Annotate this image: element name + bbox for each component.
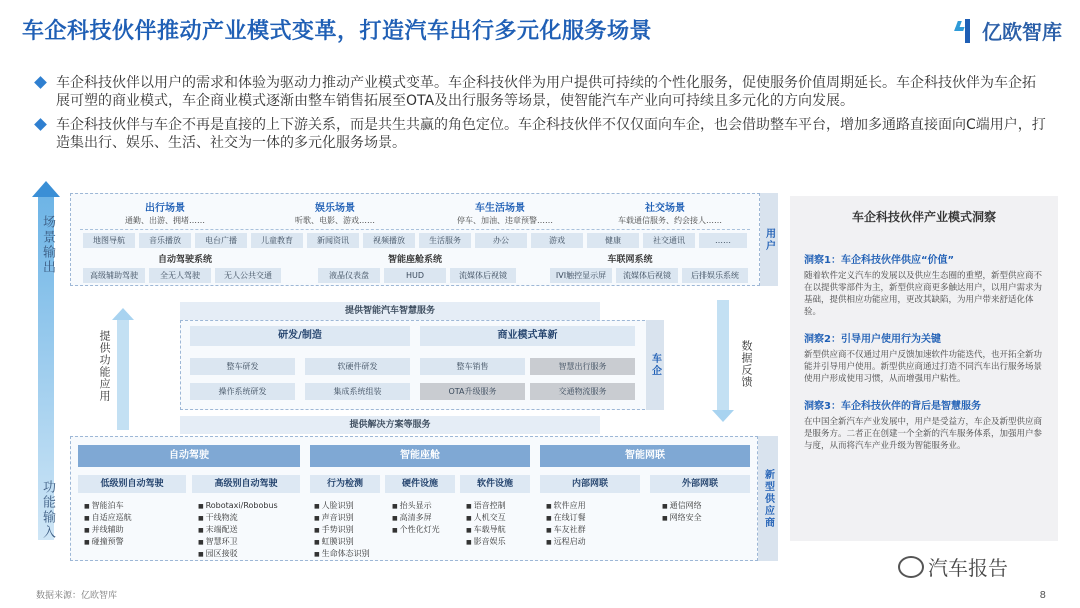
group-iov: 智能网联 [540, 445, 750, 467]
list-item: ■ 碰撞预警 [84, 536, 184, 548]
col-header: 低级别自动驾驶 [78, 475, 186, 493]
bullet-item [36, 116, 1046, 152]
col-header: 硬件设施 [385, 475, 455, 493]
bullet-item [36, 74, 1046, 110]
list-item: ■ 智慧环卫 [198, 536, 304, 548]
system-chip: 液晶仪表盘 [318, 268, 380, 283]
car-item: 智慧出行服务 [530, 358, 635, 375]
list-item: ■ 生命体态识别 [314, 548, 386, 560]
service-chip: 儿童教育 [251, 233, 303, 248]
service-chip: 健康 [587, 233, 639, 248]
system-chip: IVI触控显示屏 [550, 268, 612, 283]
insight-title: 车企科技伙伴产业模式洞察 [851, 210, 996, 224]
insight-text: 在中国全新汽车产业发展中，用户是受益方，车企及新型供应商是服务方。二者正在创建一个全新的汽车服务体系，加强用户参与度，从而将汽车产业升级为智能服务业。 [804, 417, 1043, 451]
system-chip: HUD [384, 268, 446, 283]
list-item: ■ 自适应巡航 [84, 512, 184, 524]
insight-heading: 洞察1：车企科技伙伴供应“价值” [804, 255, 955, 266]
brand-logo [956, 16, 1062, 45]
service-chip: 视频播放 [363, 233, 415, 248]
logo-text: 亿欧智库 [982, 20, 1062, 44]
car-item: 软硬件研发 [305, 358, 410, 375]
wechat-watermark [898, 552, 1008, 581]
user-tab: 用户 [760, 193, 778, 286]
insight-text: 新型供应商不仅通过用户反馈加速软件功能迭代，也开拓全新功能并引导用户使用。新型供应商通过打造不同汽车出行服务场景使用户形成使用习惯，从而增强用户粘性。 [804, 350, 1043, 384]
supplier-tab: 新型供应商 [758, 436, 778, 561]
smart-service-banner: 提供智能汽车智慧服务 [180, 302, 600, 320]
service-chip: 电台广播 [195, 233, 247, 248]
scene-desc: 听歌、电影、游戏…… [295, 216, 375, 225]
service-chip: …… [699, 233, 747, 248]
group-cockpit: 智能座舱 [310, 445, 530, 467]
list-item: ■ 语音控制 [466, 500, 534, 512]
bullet-text: 车企科技伙伴以用户的需求和体验为驱动力推动产业模式变革。车企科技伙伴为用户提供可持续的个性化服务，促使服务价值周期延长。车企科技伙伴为车企拓展可塑的商业模式，车企商业模式逐渐由整车销售拓展至OTA及出行服务等场景，使智能汽车产业向可持续且多元化的方向发展。 [56, 75, 1036, 109]
list-item: ■ Robotaxi/Robobus [198, 500, 304, 512]
list-item: ■ 通信网络 [662, 500, 752, 512]
car-item: 整车研发 [190, 358, 295, 375]
insight-heading: 洞察2：引导用户使用行为关键 [804, 334, 941, 345]
col-header: 高级别自动驾驶 [192, 475, 300, 493]
service-chip: 办公 [475, 233, 527, 248]
system-chip: 流媒体后视镜 [450, 268, 516, 283]
list-item: ■ 车载导航 [466, 524, 534, 536]
system-autodrive: 自动驾驶系统 [157, 255, 212, 265]
list-item: ■ 影音娱乐 [466, 536, 534, 548]
wechat-icon [898, 556, 924, 578]
list-item: ■ 园区接驳 [198, 548, 304, 560]
page-number: 8 [1039, 590, 1046, 601]
car-item: OTA升级服务 [420, 383, 525, 400]
car-item: 交通物流服务 [530, 383, 635, 400]
bullet-text: 车企科技伙伴与车企不再是直接的上下游关系，而是共生共赢的角色定位。车企科技伙伴不仅仅面向车企，也会借助整车平台，增加多通路直接面向C端用户，打造集出行、娱乐、生活、社交为一体的多元化服务场景。 [56, 117, 1046, 151]
data-source: 数据来源：亿欧智库 [36, 591, 118, 601]
service-chip: 游戏 [531, 233, 583, 248]
system-chip: 高级辅助驾驶 [83, 268, 145, 283]
scene-desc: 通勤、出游、拥堵…… [125, 216, 205, 225]
list-item: ■ 软件应用 [546, 500, 636, 512]
business-model-header: 商业模式革新 [420, 326, 635, 346]
service-chip: 音乐播放 [139, 233, 191, 248]
rd-manufacture-header: 研发/制造 [190, 326, 410, 346]
logo-icon [956, 19, 978, 43]
car-item: 集成系统组装 [305, 383, 410, 400]
list-item: ■ 并线辅助 [84, 524, 184, 536]
scene-travel: 出行场景 [145, 203, 185, 214]
list-item: ■ 网络安全 [662, 512, 752, 524]
scene-social: 社交场景 [645, 203, 685, 214]
wechat-text: 汽车报告 [928, 556, 1008, 580]
scene-entertainment: 娱乐场景 [315, 203, 355, 214]
insight-heading: 洞察3：车企科技伙伴的背后是智慧服务 [804, 401, 981, 412]
scene-car-life: 车生活场景 [475, 203, 525, 214]
page-title: 车企科技伙伴推动产业模式变革，打造汽车出行多元化服务场景 [22, 19, 653, 44]
car-tab: 车企 [646, 320, 664, 410]
item-list [392, 500, 460, 536]
function-app-label: 提供功能应用 [98, 330, 111, 402]
list-item: ■ 手势识别 [314, 524, 386, 536]
list-item: ■ 声音识别 [314, 512, 386, 524]
system-chip: 后排娱乐系统 [682, 268, 748, 283]
col-header: 软件设施 [460, 475, 530, 493]
service-chip: 生活服务 [419, 233, 471, 248]
item-list [198, 500, 304, 560]
divider [80, 229, 750, 230]
system-chip: 流媒体后视镜 [616, 268, 678, 283]
insight-text: 随着软件定义汽车的发展以及供应生态圈的重塑，新型供应商不在以提供零部件为主，新型供应商更多触达用户，以用户需求为基础，提供相应功能应用，更改其缺陷，为用户带来舒适化体验。 [804, 271, 1043, 317]
list-item: ■ 车友社群 [546, 524, 636, 536]
up-arrow [117, 318, 129, 430]
summary-bullets [36, 74, 1046, 158]
service-chip: 社交通讯 [643, 233, 695, 248]
car-item: 整车销售 [420, 358, 525, 375]
group-autodrive: 自动驾驶 [78, 445, 300, 467]
system-chip: 无人公共交通 [215, 268, 281, 283]
item-list [546, 500, 636, 548]
list-item: ■ 抬头显示 [392, 500, 460, 512]
system-chip: 全无人驾驶 [149, 268, 211, 283]
list-item: ■ 高清多屏 [392, 512, 460, 524]
system-cockpit: 智能座舱系统 [387, 255, 442, 265]
col-header: 行为检测 [310, 475, 380, 493]
list-item: ■ 干线物流 [198, 512, 304, 524]
item-list [84, 500, 184, 548]
list-item: ■ 末端配送 [198, 524, 304, 536]
col-header: 内部网联 [540, 475, 640, 493]
function-input-label: 功能输入 [40, 480, 55, 540]
down-arrow [717, 300, 729, 412]
item-list [314, 500, 386, 560]
data-feedback-label: 数据反馈 [740, 340, 753, 388]
list-item: ■ 个性化灯光 [392, 524, 460, 536]
scene-desc: 车载通信服务、约会接人…… [618, 216, 722, 225]
service-chip: 新闻资讯 [307, 233, 359, 248]
system-iov: 车联网系统 [607, 255, 653, 265]
scene-desc: 停车、加油、违章预警…… [457, 216, 553, 225]
scene-output-label: 场景输出 [40, 215, 55, 275]
diamond-icon [34, 118, 47, 131]
list-item: ■ 在线订餐 [546, 512, 636, 524]
list-item: ■ 人脸识别 [314, 500, 386, 512]
car-item: 操作系统研发 [190, 383, 295, 400]
solution-banner: 提供解决方案等服务 [180, 416, 600, 434]
item-list [662, 500, 752, 524]
list-item: ■ 远程启动 [546, 536, 636, 548]
list-item: ■ 智能泊车 [84, 500, 184, 512]
service-chip: 地图导航 [83, 233, 135, 248]
item-list [466, 500, 534, 548]
insight-panel [790, 196, 1058, 541]
list-item: ■ 人机交互 [466, 512, 534, 524]
col-header: 外部网联 [650, 475, 750, 493]
list-item: ■ 虹膜识别 [314, 536, 386, 548]
diamond-icon [34, 76, 47, 89]
